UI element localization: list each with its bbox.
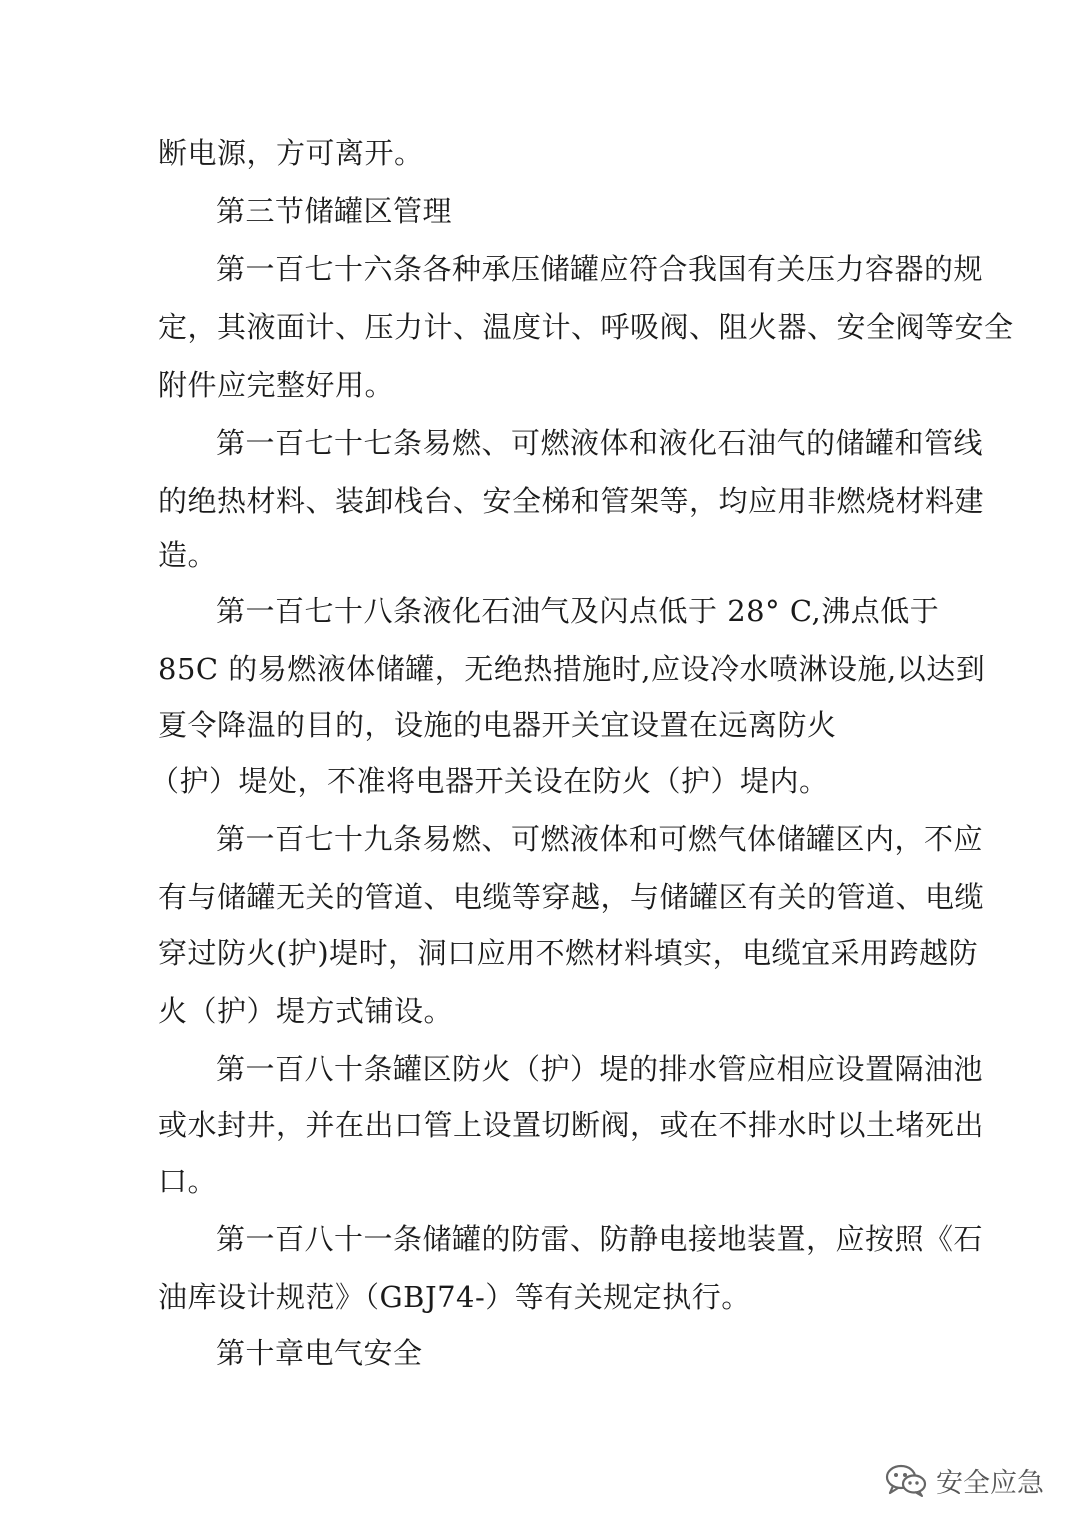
text-line: 火（护）堤方式铺设。 xyxy=(158,994,454,1028)
text-line: （护）堤处，不准将电器开关设在防火（护）堤内。 xyxy=(150,764,829,798)
text-line: 附件应完整好用。 xyxy=(158,368,395,402)
watermark xyxy=(884,1462,1044,1498)
text-line: 穿过防火(护)堤时，洞口应用不燃材料填实，电缆宜采用跨越防 xyxy=(158,936,979,970)
text-line: 第一百七十七条易燃、可燃液体和液化石油气的储罐和管线 xyxy=(216,426,984,460)
text-line: 口。 xyxy=(158,1164,218,1198)
text-line: 断电源，方可离开。 xyxy=(158,136,424,170)
text-line: 第一百七十九条易燃、可燃液体和可燃气体储罐区内，不应 xyxy=(216,822,984,856)
text-line: 第一百七十八条液化石油气及闪点低于 28° C,沸点低于 xyxy=(216,594,940,628)
text-line: 第一百七十六条各种承压储罐应符合我国有关压力容器的规 xyxy=(216,252,984,286)
text-line: 或水封井，并在出口管上设置切断阀，或在不排水时以土堵死出 xyxy=(158,1108,985,1142)
text-line: 第一百八十条罐区防火（护）堤的排水管应相应设置隔油池 xyxy=(216,1052,984,1086)
wechat-icon xyxy=(884,1463,928,1497)
text-line: 有与储罐无关的管道、电缆等穿越，与储罐区有关的管道、电缆 xyxy=(158,880,985,914)
text-line: 造。 xyxy=(158,538,218,572)
text-line: 的绝热材料、装卸栈台、安全梯和管架等，均应用非燃烧材料建 xyxy=(158,484,985,518)
watermark-text: 安全应急 xyxy=(936,1467,1044,1499)
text-line: 油库设计规范》（GBJ74-）等有关规定执行。 xyxy=(158,1280,751,1314)
section-heading: 第三节储罐区管理 xyxy=(216,194,453,228)
text-line: 第一百八十一条储罐的防雷、防静电接地装置，应按照《石 xyxy=(216,1222,984,1256)
text-line: 定，其液面计、压力计、温度计、呼吸阀、阻火器、安全阀等安全 xyxy=(158,310,1014,344)
text-line: 夏令降温的目的，设施的电器开关宜设置在远离防火 xyxy=(158,708,837,742)
text-line: 85C 的易燃液体储罐，无绝热措施时,应设冷水喷淋设施,以达到 xyxy=(158,652,986,686)
chapter-heading: 第十章电气安全 xyxy=(216,1336,423,1370)
